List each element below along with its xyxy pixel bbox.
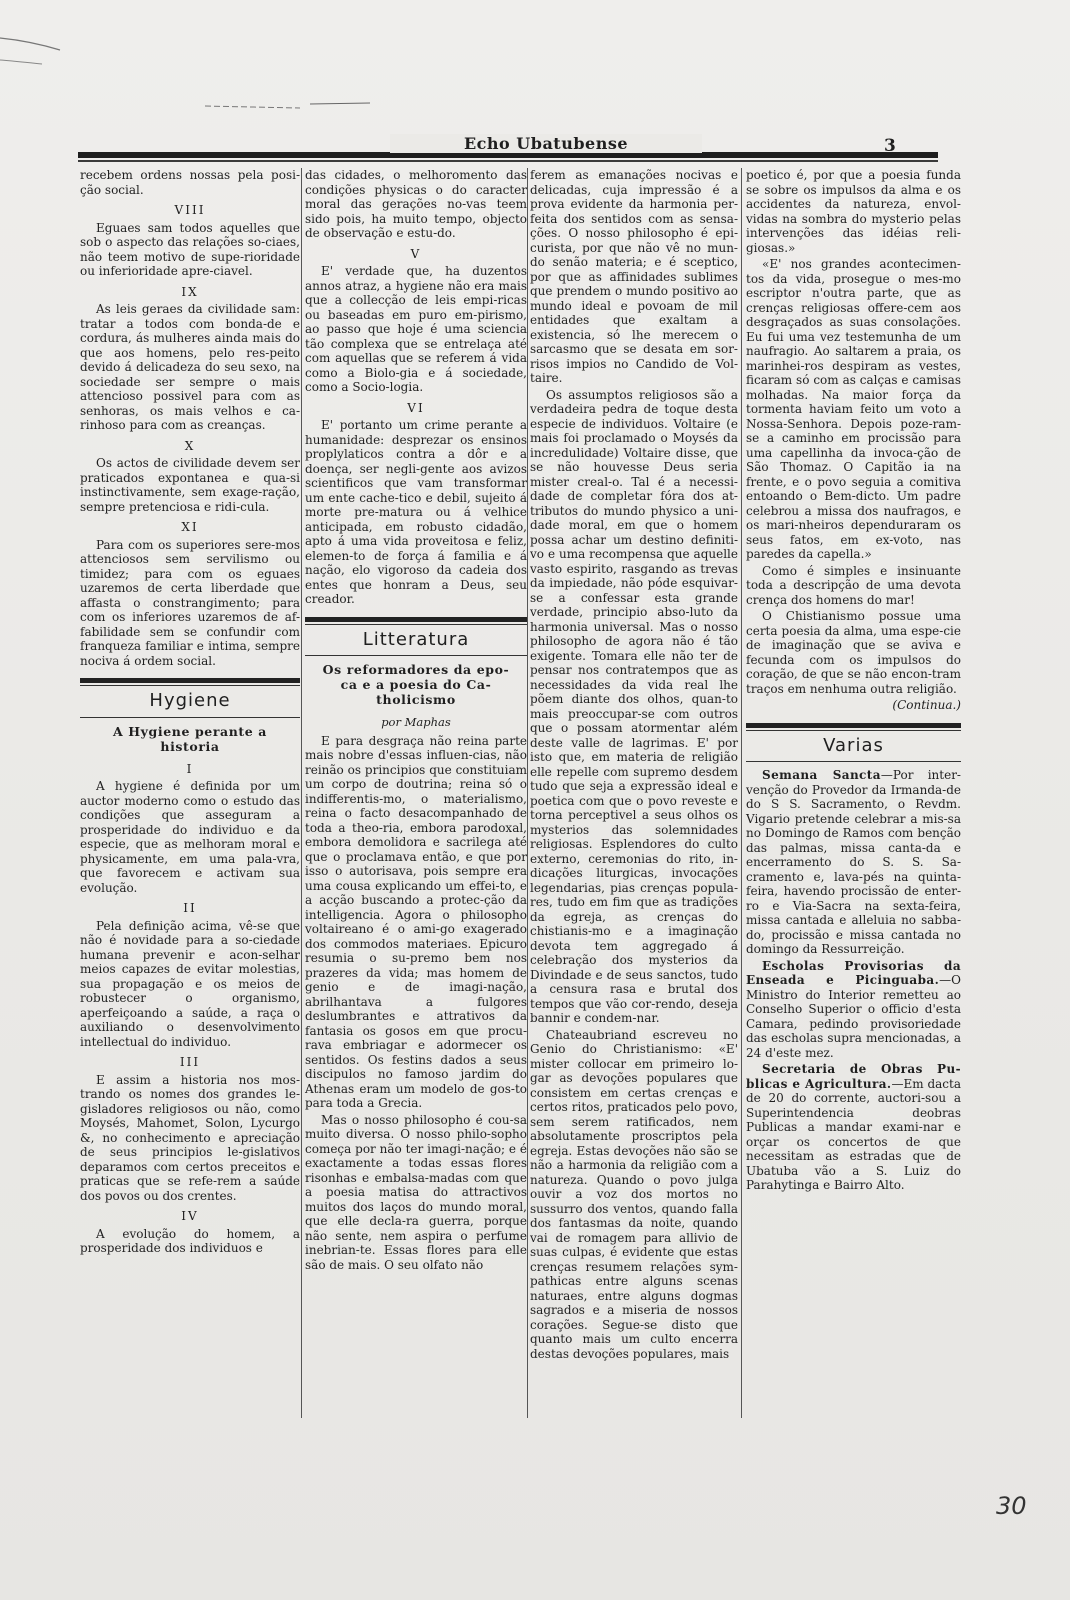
paragraph: Os actos de civilidade devem ser praticados expontanea e qua-si instinctivamente, sem exage-ração, sempre pretenciosa e ridi-cula.	[80, 456, 300, 514]
news-item-lead: Escholas Provisorias da Enseada e Picinguaba.	[746, 958, 961, 987]
column-4	[746, 168, 961, 1195]
paragraph: Chateaubriand escreveu no Genio do Christianismo: «E' mister collocar em primeiro lo-gar as devoções populares que consistem em certas crenças e certos ritos, praticados pelo povo, sem serem ratificados, nem absolutamente proscriptos pela egreja. Estas devoções não são se não a harmonia da religião com a natureza. Quando o povo julga ouvir a voz dos mortos no sussurro dos ventos, quando falla dos fantasmas da noite, quando vai de romagem para allivio de suas culpas, é evidente que estas crenças resumem relações sym-pathicas entre alguns scenas naturaes, entre alguns dogmas sagrados e a miseria de nossos corações. Segue-se disto que quanto mais um culto encerra destas devoções populares, mais	[530, 1027, 738, 1361]
section-number: X	[184, 438, 196, 453]
paragraph: E assim a historia nos mos-trando os nomes dos grandes le-gisladores religiosos ou não, como Moysés, Mahomet, Solon, Lycurgo &, no conhecimento e apreciação de seus principios le-gislativos deparamos com certos preceitos e praticas que se refe-rem a saúde dos povos ou dos crentes.	[80, 1072, 300, 1203]
column-3	[530, 168, 738, 1363]
paragraph: poetico é, por que a poesia funda se sobre os impulsos da alma e os accidentes da natureza, envol-vidas na sombra do mysterio pelas intervenções das idéias reli-giosas.»	[746, 168, 961, 255]
paragraph: E' verdade que, ha duzentos annos atraz, a hygiene não era mais que a collecção de leis empi-ricas ou baseadas em puro em-pirismo, ao passo que hoje é uma sciencia tão complexa que se entrelaça até com aquellas que se referem á vida como a Biolo-gia e á sociedade, como a Socio-logia.	[305, 264, 527, 394]
column-divider	[301, 168, 302, 1418]
news-item	[746, 768, 961, 957]
paragraph: «E' nos grandes acontecimen-tos da vida, prosegue o mes-mo escriptor n'outra parte, que as crenças religiosas offere-cem aos desgraçados as suas consolações. Eu fui uma vez testemunha de um naufragio. Ao saltarem a praia, os marinhei-ros despiram as vestes, ficaram só com as calças e camisas molhadas. Na maior força da tormenta haviam feito um voto a Nossa-Senhora. Depois poze-ram-se a caminho em procissão para uma capellinha da invoca-ção de São Thomaz. O Capitão ia na frente, e o povo seguia a comitiva entoando o Bem-dicto. Um padre celebrou a missa dos naufragos, e os mari-nheiros dependuraram os seus fatos, em ex-voto, nas paredes da capella.»	[746, 257, 961, 561]
section-number: I	[186, 761, 194, 776]
section-rule-thin	[305, 655, 527, 656]
news-item	[746, 1062, 961, 1193]
news-item	[746, 959, 961, 1061]
section-number: V	[410, 246, 422, 261]
byline: por Maphas	[381, 715, 451, 729]
section-rule-thin	[80, 685, 300, 686]
paragraph: A evolução do homem, a prosperidade dos individuos e	[80, 1226, 300, 1255]
section-number: III	[179, 1055, 201, 1069]
continua-note: (Continua.)	[892, 698, 961, 712]
article-title: A Hygiene perante a historia	[112, 723, 267, 754]
section-number: IX	[181, 284, 199, 299]
paragraph: das cidades, o melhoromento das condições physicas o do caracter moral das gerações no-vas teem sido pois, ha muito tempo, objecto de observação e estu-do.	[305, 168, 527, 240]
section-rule-thin	[80, 717, 300, 718]
paragraph: recebem ordens nossas pela posi-ção social.	[80, 168, 300, 197]
news-item-body: —Por inter-venção do Provedor da Irmanda-de do S S. Sacramento, o Revdm. Vigario pretende celebrar a mis-sa no Domingo de Ramos com benção das palmas, missa canta-da e encerramento do S. S. Sa-cramento e, lava-pés na quinta-feira, havendo procissão de enter-ro e Via-Sacra na sexta-feira, missa cantada e alleluia no sabba-do, procissão e missa cantada no domingo da Ressurreição.	[746, 768, 961, 956]
section-number: II	[183, 901, 197, 915]
section-rule	[80, 678, 300, 683]
paragraph: O Chistianismo possue uma certa poesia da alma, uma espe-cie de imaginação que se aviva e fecunda com os impulsos do coração, de que se não encon-tram traços em nenhuma outra religião.	[746, 609, 961, 696]
column-divider	[527, 168, 528, 1418]
section-rule-thin	[746, 730, 961, 731]
paragraph: Para com os superiores sere-mos attenciosos sem servilismo ou timidez; para com os eguaes uzaremos de certa liberdade que affasta o constrangimento; para com os inferiores uzaremos de af-fabilidade sem se confundir com franqueza familiar e intima, sempre nociva á ordem social.	[80, 537, 300, 668]
section-number: VIII	[174, 203, 206, 217]
news-item-body: —Em dacta de 20 do corrente, auctori-sou a Superintendencia deobras Publicas a mandar exami-nar e orçar os concertos de que necessitam as estradas que de Ubatuba vão a S. Luiz do Parahytinga e Bairro Alto.	[746, 1076, 961, 1192]
section-number: VI	[407, 400, 425, 415]
news-item-body: —O Ministro do Interior remetteu ao Conselho Superior o officio d'esta Camara, pedindo provisoriedade das escholas supra mencionadas, a 24 d'este mez.	[746, 973, 961, 1060]
paragraph: Como é simples e insinuante toda a descripção de uma devota crença dos homens do mar!	[746, 563, 961, 607]
article-title: Os reformadores da epo-ca e a poesia do Ca-tholicismo	[322, 662, 510, 707]
page-number: 3	[884, 136, 896, 156]
masthead-rule-thin	[78, 160, 938, 162]
paragraph: Mas o nosso philosopho é cou-sa muito diversa. O nosso philo-sopho começa por não ter imagi-nação; e é exactamente a todas essas flores risonhas e embalsa-madas com que a poesia matisa do attractivos muitos dos laços do mundo moral, que elle decla-ra guerra, porque não sente, nem aspira o perfume inebrian-te. Essas flores para elle são de mais. O seu olfato não	[305, 1112, 527, 1272]
column-1	[80, 168, 300, 1258]
section-rule-thin	[305, 624, 527, 625]
column-divider	[741, 168, 742, 1418]
paragraph: Eguaes sam todos aquelles que sob o aspecto das relações so-ciaes, não teem motivo de supe-rioridade ou inferioridade apre-ciavel.	[80, 220, 300, 278]
pencil-scribble	[0, 0, 1070, 140]
section-rule	[305, 617, 527, 622]
paragraph: E para desgraça não reina parte mais nobre d'essas influen-cias, não reinão os principios que constituiam um corpo de doutrina; reina só o indifferentis-mo, o materialismo, reina o facto desacompanhado de toda a theo-ria, embora parodoxal, embora demolidora e sacrilega até que o proclamava então, e que por isso o autorisava, pois sempre era uma cousa explicando um effei-to, e a acção buscando a protec-ção da intelligencia. Agora o philosopho voltaireano é o ami-go exagerado dos commodos materiaes. Epicuro resumia o su-premo bem nos prazeres da vida; mas homem de genio e de imagi-nação, abrilhantava a fulgores deslumbrantes e attrativos da fantasia os gosos em que procu-rava embriagar e adormecer os sentidos. Os festins dados a seus discipulos no famoso jardim do Athenas eram um modelo de gos-to para toda a Grecia.	[305, 733, 527, 1110]
paragraph: Pela definição acima, vê-se que não é novidade para a so-ciedade humana prevenir e acon-selhar meios capazes de evitar molestias, sua propagação e os meios de robustecer o organismo, aperfeiçoando a saúde, a raça o auxiliando o desenvolvimento intellectual do individuo.	[80, 918, 300, 1049]
paragraph: A hygiene é definida por um auctor moderno como o estudo das condições que asseguram a prosperidade do individuo e da especie, que as melhoram moral e physicamente, em uma pala-vra, que favorecem e activam sua evolução.	[80, 779, 300, 895]
section-heading-litteratura: Litteratura	[362, 628, 470, 650]
handwritten-page-number: 30	[996, 1492, 1027, 1520]
section-number: XI	[181, 520, 199, 534]
news-item-lead: Secretaria de Obras Pu-blicas e Agricultura.	[746, 1062, 961, 1091]
section-rule-thin	[746, 761, 961, 762]
news-item-lead: Semana Sancta	[762, 768, 881, 782]
paragraph: ferem as emanações nocivas e delicadas, cuja impressão é a prova evidente da harmonia per-feita dos sentidos com as sensa-ções. O nosso philosopho é epi-curista, por que não vê no mun-do senão materia; e é sceptico, por que as affinidades sublimes que prendem o mundo positivo ao mundo ideal e povoam de mil entidades que exaltam a existencia, só lhe merecem o sarcasmo que se desata em sor-risos impios no Candido de Vol-taire.	[530, 168, 738, 385]
paper-name: Echo Ubatubense	[390, 134, 702, 153]
section-rule	[746, 723, 961, 728]
section-heading-varias: Varias	[823, 734, 884, 756]
paragraph: As leis geraes da civilidade sam: tratar a todos com bonda-de e cordura, ás mulheres ainda mais do que aos homens, pelo res-peito devido á delicadeza do seu sexo, na sociedade ser sempre o mais attencioso possivel para com as senhoras, os mais velhos e ca-rinhoso para com as creanças.	[80, 302, 300, 432]
paragraph: Os assumptos religiosos são a verdadeira pedra de toque desta especie de individuos. Voltaire (e mais foi proclamado o Moysés da incredulidade) Voltaire disse, que se não houvesse Deus seria mister creal-o. Tal é a necessi-dade de completar fóra dos at-tributos do mundo physico a uni-dade moral, em que o homem possa achar um destino definiti-vo e uma recompensa que aquelle vasto espirito, rasgando as trevas da impiedade, não póde esquivar-se a confessar esta grande verdade, principio abso-luto da harmonia universal. Mas o nosso philosopho de agora não é tão exigente. Tomara elle não ter de pensar nos contratempos que as necessidades da vida real lhe põem diante dos olhos, quan-to mais preoccupar-se com outros que o possam atormentar além deste valle de lagrimas. E' por isto que, em materia de religião elle repelle com supremo desdem tudo que seja a expressão ideal e poetica com que o povo reveste e torna perceptivel a seus olhos os mysterios das solemnidades religiosas. Esplendores do culto externo, ceremonias do rito, in-dicações liturgicas, invocações legendarias, pias crenças popula-res, tudo em fim que as tradições da egreja, as crenças do chistianis-mo e a imaginação devota tem aggregado á celebração dos mysterios da Divindade e de seus sanctos, tudo a censura rasa e brutal dos tempos que vão cor-rendo, deseja bannir e condem-nar.	[530, 387, 738, 1025]
paragraph: E' portanto um crime perante a humanidade: desprezar os ensinos proplylaticos contra a dôr e a doença, ser negli-gente aos avizos scientificos que vam transformar um ente cache-tico e debil, sujeito á morte pre-matura ou á velhice anticipada, em robusto cidadão, apto á uma vida proveitosa e feliz, elemen-to de força á familia e á nação, elo vigoroso da cadeia dos entes que honram a Deus, seu creador.	[305, 418, 527, 606]
section-heading-hygiene: Hygiene	[149, 690, 231, 711]
column-2	[305, 168, 527, 1274]
section-number: IV	[181, 1209, 199, 1223]
